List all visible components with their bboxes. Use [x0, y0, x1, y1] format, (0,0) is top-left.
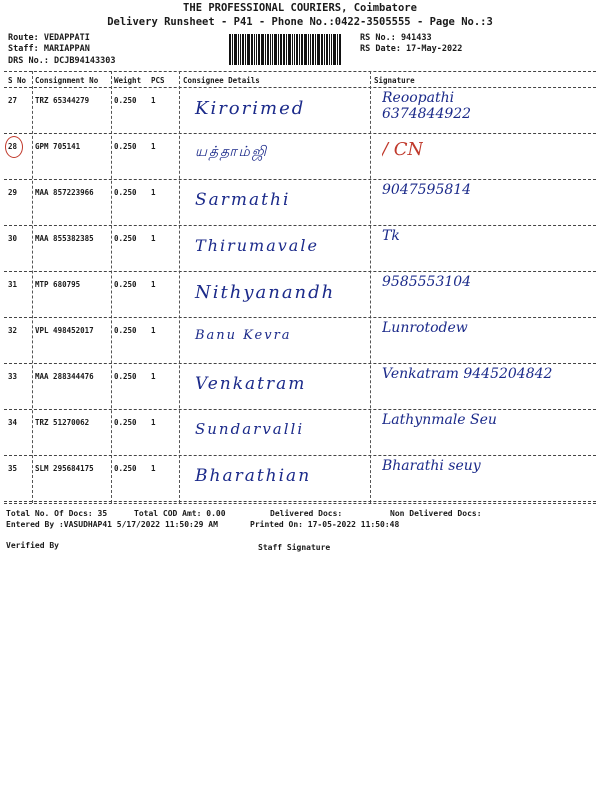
row-consignment-no: SLM 295684175	[35, 464, 94, 473]
row-separator	[4, 271, 596, 272]
row-consignee-handwriting: Venkatram	[195, 374, 307, 394]
row-sno: 28	[8, 142, 18, 151]
row-pcs: 1	[151, 142, 156, 151]
delivered-docs: Delivered Docs:	[270, 509, 343, 518]
row-consignee-handwriting: Nithyanandh	[195, 282, 336, 303]
row-sno: 35	[8, 464, 18, 473]
rs-date: RS Date: 17-May-2022	[360, 44, 463, 54]
row-signature-handwriting: / CN	[382, 142, 424, 158]
row-signature-handwriting: Lathynmale Seu	[382, 412, 497, 428]
col-header-consignment: Consignment No	[35, 76, 99, 85]
row-consignment-no: VPL 498452017	[35, 326, 94, 335]
non-delivered-docs: Non Delivered Docs:	[390, 509, 482, 518]
row-sno: 33	[8, 372, 18, 381]
row-pcs: 1	[151, 418, 156, 427]
table-header-rule	[4, 87, 596, 88]
row-signature-handwriting: 9585553104	[382, 274, 472, 290]
row-consignee-handwriting: Bharathian	[195, 466, 312, 486]
row-separator	[4, 501, 596, 502]
row-weight: 0.250	[114, 234, 137, 243]
row-weight: 0.250	[114, 464, 137, 473]
row-weight: 0.250	[114, 372, 137, 381]
row-consignment-no: MAA 857223966	[35, 188, 94, 197]
barcode	[229, 34, 353, 65]
row-sno: 32	[8, 326, 18, 335]
row-pcs: 1	[151, 234, 156, 243]
col-divider	[111, 71, 112, 503]
row-separator	[4, 455, 596, 456]
row-signature-handwriting: Bharathi seuy	[382, 458, 481, 474]
row-consignee-handwriting: Sundarvalli	[195, 420, 305, 438]
row-consignee-handwriting: Thirumavale	[195, 236, 319, 255]
row-consignee-handwriting: Kirorimed	[195, 98, 306, 119]
row-consignment-no: MTP 680795	[35, 280, 81, 289]
row-consignee-handwriting: Sarmathi	[195, 190, 291, 210]
row-pcs: 1	[151, 326, 156, 335]
col-divider	[370, 71, 371, 503]
row-signature-handwriting: 9047595814	[382, 182, 472, 198]
row-pcs: 1	[151, 96, 156, 105]
row-pcs: 1	[151, 372, 156, 381]
col-divider	[32, 71, 33, 503]
row-separator	[4, 133, 596, 134]
col-header-pcs: PCS	[151, 76, 165, 85]
row-sno: 30	[8, 234, 18, 243]
row-pcs: 1	[151, 464, 156, 473]
col-header-signature: Signature	[374, 76, 415, 85]
total-docs: Total No. Of Docs: 35	[6, 509, 108, 518]
runsheet-title: THE PROFESSIONAL COURIERS, Coimbatore	[183, 2, 417, 14]
row-weight: 0.250	[114, 96, 137, 105]
row-sno: 27	[8, 96, 18, 105]
row-consignee-handwriting: யத்தாம்ஜி	[195, 144, 269, 160]
staff-label: Staff: MARIAPPAN	[8, 44, 90, 54]
row-pcs: 1	[151, 280, 156, 289]
row-weight: 0.250	[114, 188, 137, 197]
col-divider	[179, 71, 180, 503]
row-sno: 29	[8, 188, 18, 197]
row-consignment-no: GPM 705141	[35, 142, 81, 151]
row-signature-handwriting: Tk	[382, 228, 400, 244]
row-separator	[4, 317, 596, 318]
row-consignment-no: MAA 288344476	[35, 372, 94, 381]
row-sno: 31	[8, 280, 18, 289]
col-header-sno: S No	[8, 76, 27, 85]
row-signature-handwriting: Lunrotodew	[382, 320, 468, 336]
footer-rule	[4, 503, 596, 504]
table-top-rule	[4, 71, 596, 72]
row-pcs: 1	[151, 188, 156, 197]
staff-signature-label: Staff Signature	[258, 543, 331, 552]
row-weight: 0.250	[114, 142, 137, 151]
printed-on: Printed On: 17-05-2022 11:50:48	[250, 520, 400, 529]
row-separator	[4, 179, 596, 180]
drs-number: DRS No.: DCJB94143303	[8, 56, 116, 66]
row-consignment-no: MAA 855382385	[35, 234, 94, 243]
verified-by: Verified By	[6, 541, 59, 550]
runsheet-subtitle: Delivery Runsheet - P41 - Phone No.:0422-3505555 - Page No.:3	[107, 16, 493, 28]
row-weight: 0.250	[114, 418, 137, 427]
entered-by: Entered By :VASUDHAP41 5/17/2022 11:50:29 AM	[6, 520, 218, 529]
row-weight: 0.250	[114, 326, 137, 335]
row-signature-handwriting: Reoopathi 6374844922	[382, 90, 472, 122]
row-signature-handwriting: Venkatram 9445204842	[382, 366, 553, 382]
row-separator	[4, 225, 596, 226]
rs-number: RS No.: 941433	[360, 33, 432, 43]
row-separator	[4, 409, 596, 410]
col-header-weight: Weight	[114, 76, 142, 85]
row-consignment-no: TRZ 65344279	[35, 96, 90, 105]
row-separator	[4, 363, 596, 364]
col-header-consignee: Consignee Details	[183, 76, 260, 85]
route-label: Route: VEDAPPATI	[8, 33, 90, 43]
row-sno: 34	[8, 418, 18, 427]
row-consignee-handwriting: Banu Kevra	[195, 328, 292, 343]
row-consignment-no: TRZ 51270062	[35, 418, 90, 427]
total-cod: Total COD Amt: 0.00	[134, 509, 226, 518]
row-weight: 0.250	[114, 280, 137, 289]
